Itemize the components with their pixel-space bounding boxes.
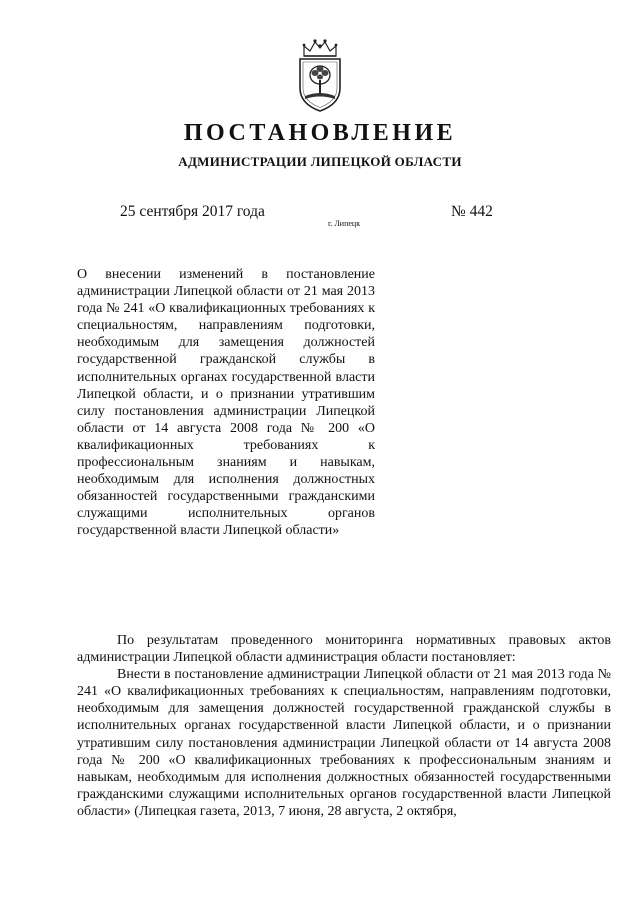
document-date: 25 сентября 2017 года [120, 203, 265, 220]
issuing-authority: АДМИНИСТРАЦИИ ЛИПЕЦКОЙ ОБЛАСТИ [178, 154, 462, 169]
document-number: № 442 [451, 203, 493, 220]
body-paragraph: Внести в постановление администрации Липецкой области от 21 мая 2013 года № 241 «О квалификационных требованиях к специальностям, направлениям подготовки, необходимым для замещения должностей государственной гражданской службы в исполнительных органах государственной власти Липецкой области, и о признании утратившим силу постановления администрации Липецкой области от 14 августа 2008 года № 200 «О квалификационных требованиях к профессиональным знаниям и навыкам, необходимым для исполнения должностных обязанностей государственными гражданскими служащими исполнительных органов государственной власти Липецкой области» (Липецкая газета, 2013, 7 июня, 28 августа, 2 октября, [77, 667, 611, 819]
document-caption: О внесении изменений в постановление администрации Липецкой области от 21 мая 2013 года № 241 «О квалификационных требованиях к специальностям, направлениям подготовки, необходимым для замещения должностей государственной гражданской службы в исполнительных органах государственной власти Липецкой области, и о признании утратившим силу постановления администрации Липецкой области от 14 августа 2008 года № 200 «О квалификационных требованиях к профессиональным знаниям и навыкам, необходимым для исполнения должностных обязанностей государственными гражданскими служащими исполнительных органов государственной власти Липецкой области» [77, 267, 375, 539]
coat-of-arms-icon [290, 36, 350, 114]
document-title: ПОСТАНОВЛЕНИЕ [183, 120, 457, 146]
body-paragraph: По результатам проведенного мониторинга нормативных правовых актов администрации Липецкой области администрация области постановляет: [77, 633, 611, 666]
document-body [77, 632, 611, 820]
document-city: г. Липецк [328, 219, 361, 228]
